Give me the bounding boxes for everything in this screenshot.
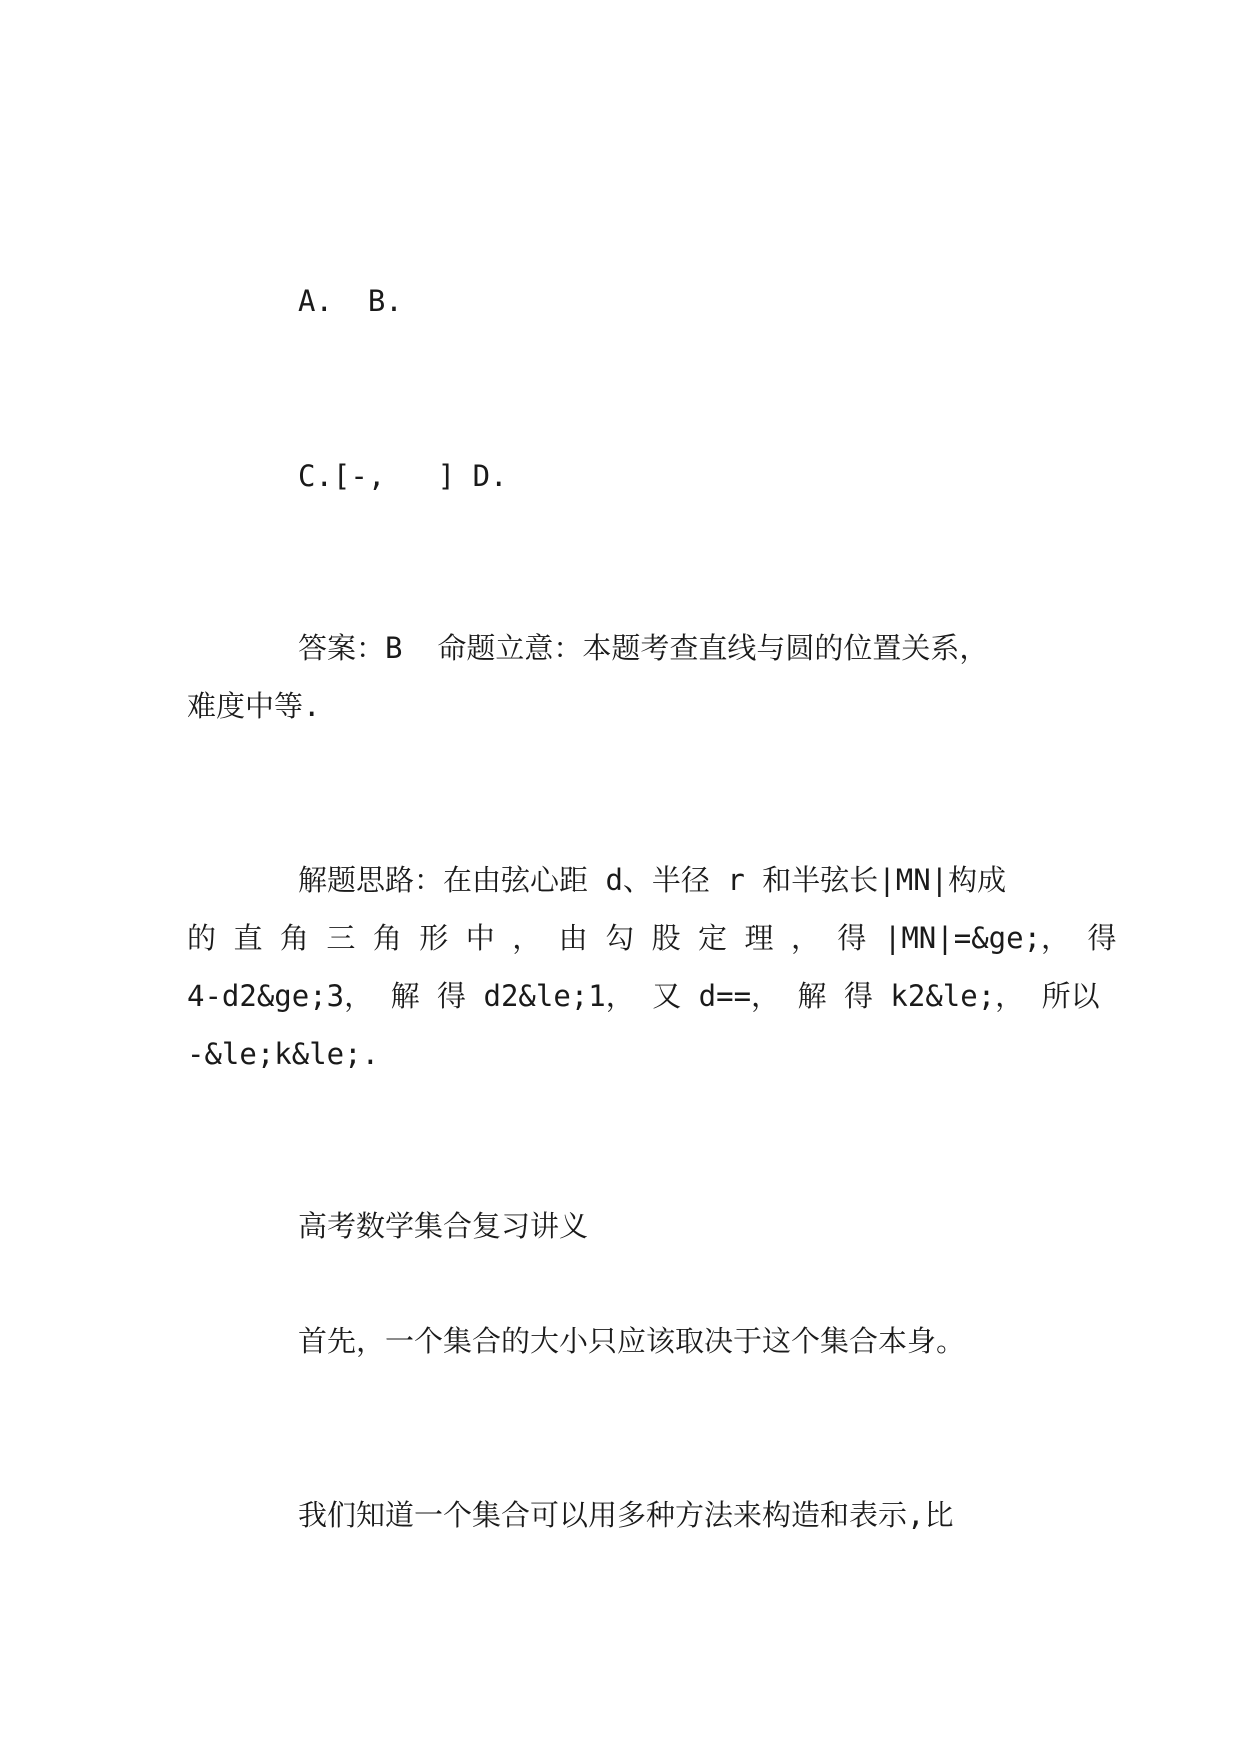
options-line-c-d: C.[-, ] D.	[298, 459, 508, 493]
section-paragraph-1: 首先，一个集合的大小只应该取决于这个集合本身。	[298, 1324, 966, 1358]
solution-line-2: 的 直 角 三 角 形 中 ， 由 勾 股 定 理 ， 得 |MN|=&ge;， 得	[187, 921, 1117, 955]
solution-line-4: -&le;k&le;.	[187, 1037, 380, 1071]
answer-line: 答案：B 命题立意：本题考查直线与圆的位置关系，	[298, 631, 989, 665]
section-title: 高考数学集合复习讲义	[298, 1209, 589, 1243]
solution-line-3: 4-d2&ge;3， 解 得 d2&le;1， 又 d==， 解 得 k2&le;， 所以	[187, 979, 1100, 1013]
answer-difficulty: 难度中等.	[187, 689, 321, 723]
section-paragraph-2: 我们知道一个集合可以用多种方法来构造和表示,比	[298, 1498, 954, 1532]
solution-line-1: 解题思路：在由弦心距 d、半径 r 和半弦长|MN|构成	[298, 863, 1007, 897]
options-line-a-b: A. B.	[298, 284, 403, 318]
